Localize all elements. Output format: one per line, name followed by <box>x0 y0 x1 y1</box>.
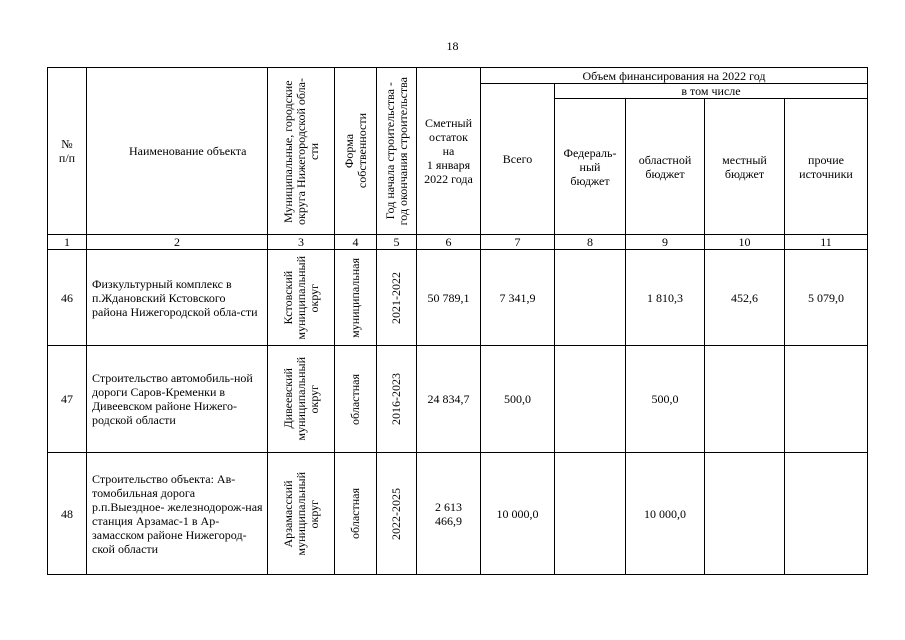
regional-value: 10 000,0 <box>626 453 705 575</box>
header-col-local: местный бюджет <box>705 99 785 235</box>
ownership-text: муниципальная <box>348 257 362 338</box>
table-row <box>48 453 868 575</box>
years-cell <box>377 453 417 575</box>
years-text: 2016-2023 <box>389 373 403 425</box>
regional-value: 500,0 <box>626 346 705 453</box>
ownership-cell <box>335 250 377 346</box>
row-number: 47 <box>48 346 87 453</box>
total-value: 500,0 <box>481 346 555 453</box>
header-col-years-text: Год начала строительства - год окончания строительства <box>382 76 410 226</box>
municipality-cell <box>268 453 335 575</box>
header-col-years <box>377 68 417 235</box>
local-value <box>705 453 785 575</box>
column-number: 3 <box>268 235 335 250</box>
row-number: 48 <box>48 453 87 575</box>
federal-value <box>555 346 626 453</box>
column-number: 6 <box>417 235 481 250</box>
years-text: 2022-2025 <box>389 487 403 540</box>
municipality-cell <box>268 250 335 346</box>
column-number: 2 <box>87 235 268 250</box>
years-cell <box>377 346 417 453</box>
ownership-text: областная <box>348 488 362 539</box>
row-number: 46 <box>48 250 87 346</box>
ownership-text: областная <box>348 373 362 425</box>
table-row <box>48 346 868 453</box>
column-number: 10 <box>705 235 785 250</box>
total-value: 7 341,9 <box>481 250 555 346</box>
other-value: 5 079,0 <box>785 250 868 346</box>
local-value: 452,6 <box>705 250 785 346</box>
estimate-value: 2 613 466,9 <box>417 453 481 575</box>
header-col-federal: Федераль- ный бюджет <box>555 99 626 235</box>
other-value <box>785 453 868 575</box>
municipality-text: Дивеевский муниципальный округ <box>280 357 321 441</box>
federal-value <box>555 453 626 575</box>
header-col-name: Наименование объекта <box>87 68 268 235</box>
regional-value: 1 810,3 <box>626 250 705 346</box>
local-value <box>705 346 785 453</box>
header-col-municipality-text: Муниципальные, городские округа Нижегородской обла- сти <box>280 77 321 225</box>
total-value: 10 000,0 <box>481 453 555 575</box>
header-col-num: № п/п <box>48 68 87 235</box>
header-col-municipality <box>268 68 335 235</box>
estimate-value: 50 789,1 <box>417 250 481 346</box>
other-value <box>785 346 868 453</box>
column-number: 4 <box>335 235 377 250</box>
header-col-regional: областной бюджет <box>626 99 705 235</box>
estimate-value: 24 834,7 <box>417 346 481 453</box>
municipality-text: Арзамасский муниципальный округ <box>280 471 321 556</box>
object-name: Строительство объекта: Ав-томобильная дорога р.п.Выездное- железнодорож-ная станция Арзамас-1 в Ар-замасском районе Нижегород-ской области <box>87 453 268 575</box>
header-col-other: прочие источники <box>785 99 868 235</box>
table-row <box>48 250 868 346</box>
column-number: 8 <box>555 235 626 250</box>
federal-value <box>555 250 626 346</box>
column-number: 1 <box>48 235 87 250</box>
column-number-row <box>48 235 868 250</box>
financing-table <box>47 67 868 575</box>
column-number: 9 <box>626 235 705 250</box>
header-col-ownership <box>335 68 377 235</box>
column-number: 5 <box>377 235 417 250</box>
municipality-text: Кстовский муниципальный округ <box>280 255 321 340</box>
page-number: 18 <box>446 39 459 53</box>
ownership-cell <box>335 346 377 453</box>
object-name: Физкультурный комплекс в п.Ждановский Кстовского района Нижегородской обла-сти <box>87 250 268 346</box>
column-number: 11 <box>785 235 868 250</box>
years-text: 2021-2022 <box>389 271 403 324</box>
header-including: в том числе <box>555 84 868 99</box>
header-col-ownership-text: Форма собственности <box>341 113 369 189</box>
header-col-estimate: Сметный остаток на 1 января 2022 года <box>417 68 481 235</box>
header-row-1 <box>48 68 868 84</box>
column-number: 7 <box>481 235 555 250</box>
header-col-total: Всего <box>481 84 555 235</box>
years-cell <box>377 250 417 346</box>
ownership-cell <box>335 453 377 575</box>
object-name: Строительство автомобиль-ной дороги Саров-Кременки в Дивеевском районе Нижего-родской области <box>87 346 268 453</box>
header-funding-group: Объем финансирования на 2022 год <box>481 68 868 84</box>
municipality-cell <box>268 346 335 453</box>
